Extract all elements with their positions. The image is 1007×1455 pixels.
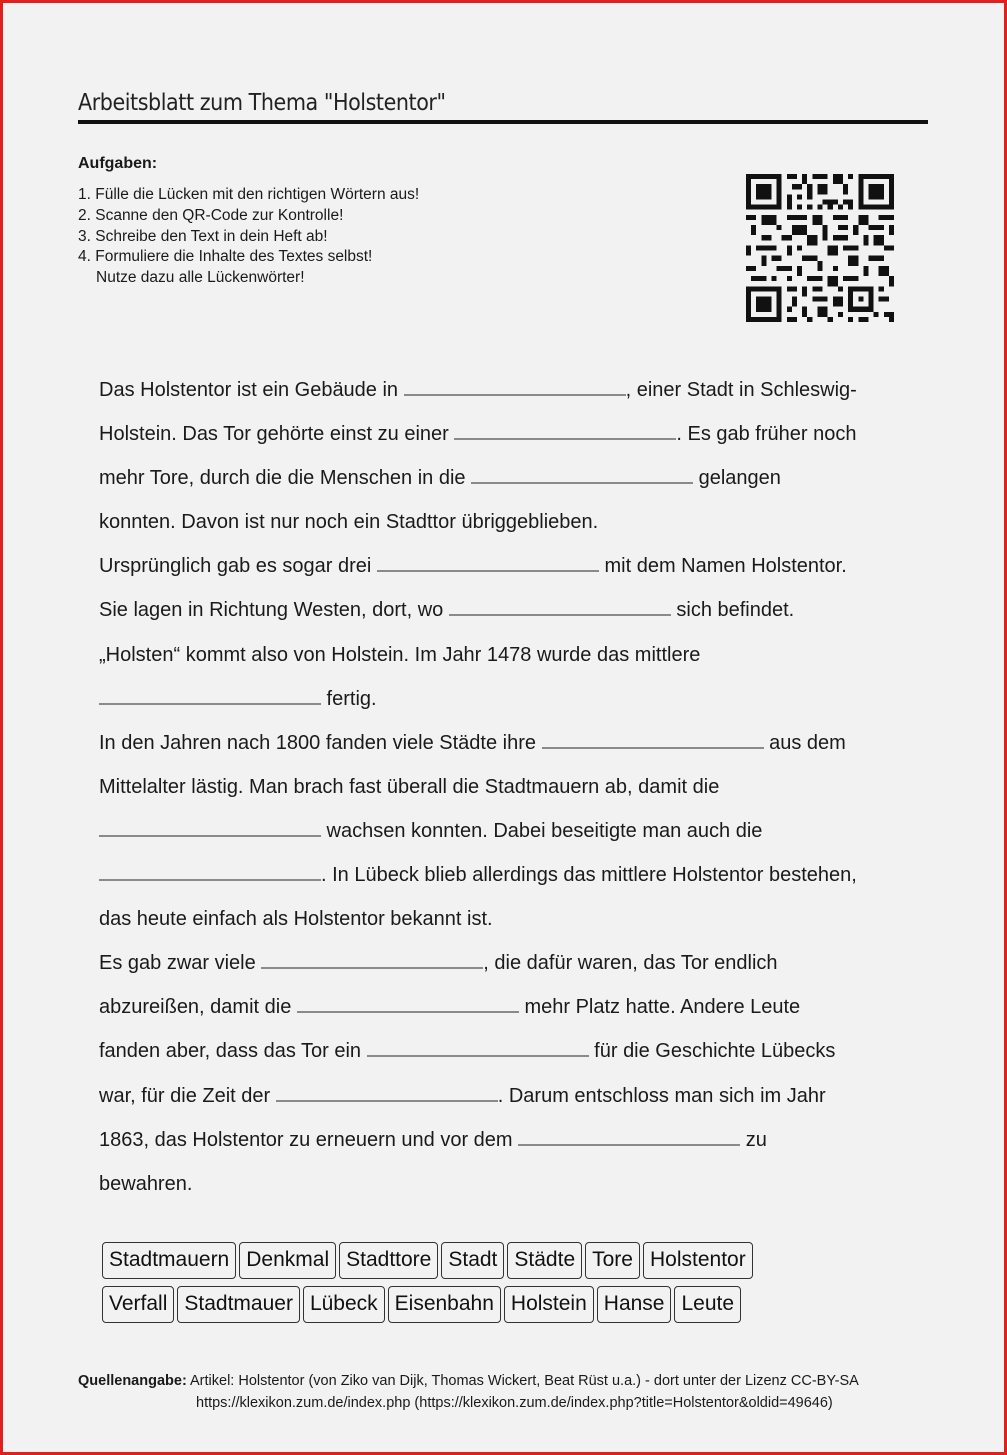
- source-citation: [78, 1370, 859, 1414]
- blank-field[interactable]: [471, 466, 693, 484]
- word-chip[interactable]: Lübeck: [303, 1286, 385, 1323]
- text-line: Holstein. Das Tor gehörte einst zu einer . Es gab früher noch: [99, 423, 857, 446]
- text-line: bewahren.: [99, 1172, 193, 1195]
- word-chip[interactable]: Holstentor: [643, 1242, 753, 1279]
- cloze-text: [99, 370, 919, 1208]
- text-line: Mittelalter lästig. Man brach fast überall die Stadtmauern ab, damit die: [99, 775, 720, 798]
- page-title: Arbeitsblatt zum Thema "Holstentor": [78, 90, 446, 116]
- word-chip[interactable]: Denkmal: [239, 1242, 336, 1279]
- word-bank-row: [102, 1242, 756, 1286]
- word-chip[interactable]: Leute: [674, 1286, 741, 1323]
- task-item: 1. Fülle die Lücken mit den richtigen Wörtern aus!: [78, 186, 420, 203]
- text-line: . In Lübeck blieb allerdings das mittlere Holstentor bestehen,: [99, 855, 919, 899]
- task-item: 3. Schreibe den Text in dein Heft ab!: [78, 227, 328, 245]
- text-line: Es gab zwar viele , die dafür waren, das Tor endlich: [99, 952, 778, 975]
- text-line: mehr Tore, durch die die Menschen in die gelangen: [99, 467, 781, 490]
- word-chip[interactable]: Stadtmauer: [177, 1286, 300, 1323]
- blank-field[interactable]: [449, 598, 671, 616]
- blank-field[interactable]: [454, 422, 676, 440]
- text-line: Ursprünglich gab es sogar drei mit dem Namen Holstentor.: [99, 555, 847, 578]
- blank-field[interactable]: [99, 863, 321, 881]
- task-item: 2. Scanne den QR-Code zur Kontrolle!: [78, 206, 344, 224]
- word-bank: [102, 1242, 756, 1330]
- blank-field[interactable]: [276, 1084, 498, 1102]
- text-line: fanden aber, dass das Tor ein für die Geschichte Lübecks: [99, 1040, 836, 1063]
- text-line: „Holsten“ kommt also von Holstein. Im Jahr 1478 wurde das mittlere: [99, 643, 701, 666]
- word-chip[interactable]: Stadttore: [339, 1242, 438, 1279]
- source-text: Artikel: Holstentor (von Ziko van Dijk, Thomas Wickert, Beat Rüst u.a.) - dort unter der Lizenz CC-BY-SA: [186, 1373, 859, 1389]
- text-line: 1863, das Holstentor zu erneuern und vor dem zu: [99, 1128, 767, 1151]
- word-chip[interactable]: Tore: [585, 1242, 640, 1279]
- word-chip[interactable]: Holstein: [504, 1286, 594, 1323]
- blank-field[interactable]: [261, 951, 483, 969]
- text-line: das heute einfach als Holstentor bekannt ist.: [99, 908, 493, 931]
- word-chip[interactable]: Städte: [507, 1242, 582, 1279]
- word-chip[interactable]: Verfall: [102, 1286, 174, 1323]
- blank-field[interactable]: [518, 1128, 740, 1146]
- text-line: wachsen konnten. Dabei beseitigte man auch die: [99, 811, 919, 855]
- blank-field[interactable]: [99, 687, 321, 705]
- word-bank-row: [102, 1286, 756, 1330]
- word-chip[interactable]: Stadt: [441, 1242, 504, 1279]
- task-item-continuation: Nutze dazu alle Lückenwörter!: [96, 269, 305, 287]
- blank-field[interactable]: [99, 819, 321, 837]
- text-line: abzureißen, damit die mehr Platz hatte. Andere Leute: [99, 996, 801, 1019]
- word-chip[interactable]: Hanse: [597, 1286, 672, 1323]
- tasks-heading: Aufgaben:: [78, 155, 158, 172]
- task-item-text: 4. Formuliere die Inhalte des Textes selbst!: [78, 248, 373, 266]
- word-chip[interactable]: Eisenbahn: [388, 1286, 501, 1323]
- source-url[interactable]: https://klexikon.zum.de/index.php (https://klexikon.zum.de/index.php?title=Holstentor&oldid=49646): [196, 1395, 833, 1411]
- blank-field[interactable]: [367, 1039, 589, 1057]
- text-line: war, für die Zeit der . Darum entschloss man sich im Jahr: [99, 1084, 826, 1107]
- qr-code-icon: [746, 172, 894, 324]
- task-list: [78, 185, 419, 289]
- word-chip[interactable]: Stadtmauern: [102, 1242, 236, 1279]
- task-item: [78, 247, 419, 289]
- blank-field[interactable]: [542, 731, 764, 749]
- blank-field[interactable]: [377, 554, 599, 572]
- blank-field[interactable]: [297, 995, 519, 1013]
- text-line: In den Jahren nach 1800 fanden viele Städte ihre aus dem: [99, 731, 846, 754]
- text-line: konnten. Davon ist nur noch ein Stadttor übriggeblieben.: [99, 511, 599, 534]
- blank-field[interactable]: [404, 378, 626, 396]
- title-underline: [78, 120, 928, 124]
- source-label: Quellenangabe:: [78, 1373, 187, 1389]
- text-line: Sie lagen in Richtung Westen, dort, wo sich befindet.: [99, 599, 795, 622]
- text-line: fertig.: [99, 679, 919, 723]
- text-line: Das Holstentor ist ein Gebäude in , einer Stadt in Schleswig-: [99, 379, 857, 401]
